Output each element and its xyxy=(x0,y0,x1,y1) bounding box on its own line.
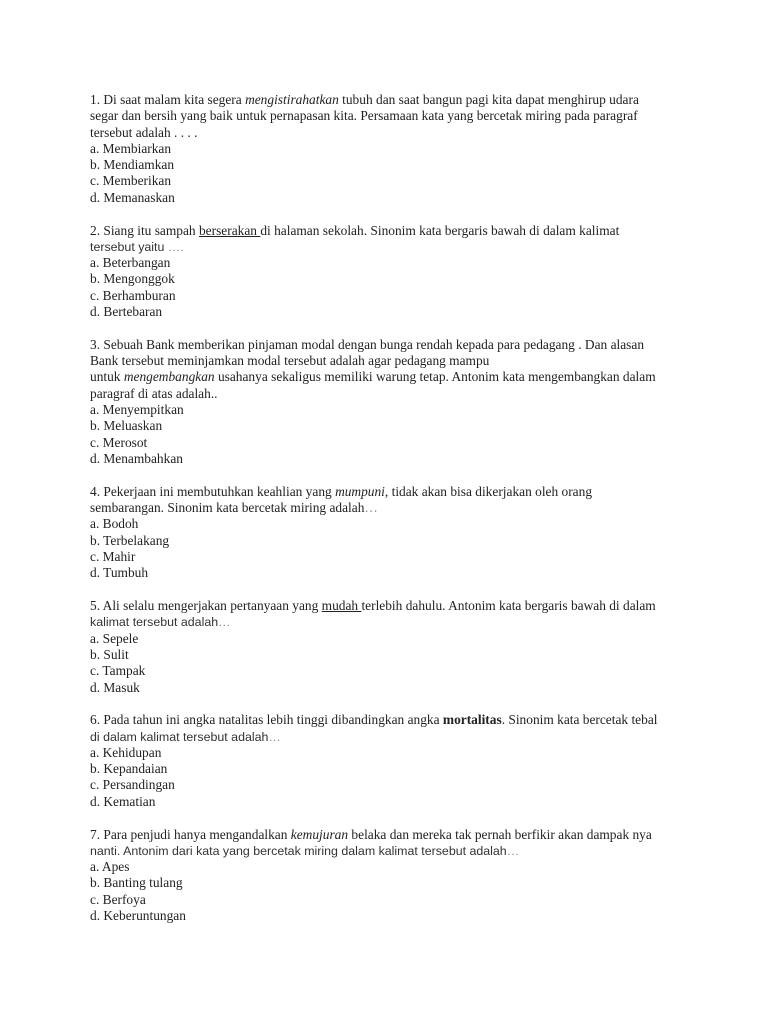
ellipsis: … xyxy=(268,729,281,744)
question-3 xyxy=(90,337,690,467)
answer-option: d. Tumbuh xyxy=(90,565,149,581)
answer-option: c. Berhamburan xyxy=(90,287,176,303)
answer-option: a. Membiarkan xyxy=(90,140,172,156)
answer-option: c. Tampak xyxy=(90,663,146,679)
text-segment: 1. Di saat malam kita segera xyxy=(90,92,246,107)
text-segment: nanti. Antonim dari kata yang bercetak miring dalam kalimat tersebut adalah xyxy=(90,843,507,858)
answer-option: c. Persandingan xyxy=(90,777,175,793)
question-text-line xyxy=(90,239,690,255)
ellipsis: … xyxy=(506,843,520,858)
question-text-line xyxy=(90,598,690,614)
answer-option: d. Kematian xyxy=(90,793,156,809)
question-4 xyxy=(90,484,690,582)
text-segment: belaka dan mereka tak pernah berfikir akan dampak nya xyxy=(348,826,652,842)
answer-option: b. Mendiamkan xyxy=(90,157,175,173)
question-6 xyxy=(90,712,690,810)
answer-option: d. Bertebaran xyxy=(90,304,163,320)
answer-option: a. Sepele xyxy=(90,630,139,646)
answer-option: d. Menambahkan xyxy=(90,450,183,466)
answer-option: b. Banting tulang xyxy=(90,875,183,891)
text-segment: kalimat tersebut adalah xyxy=(90,615,219,630)
question-text-line xyxy=(90,712,690,728)
underlined-term: berserakan xyxy=(198,222,261,238)
ellipsis: … xyxy=(218,615,231,630)
question-1 xyxy=(90,92,690,206)
answer-option: c. Memberikan xyxy=(90,173,172,189)
ellipsis: … xyxy=(364,500,378,516)
answer-option: a. Kehidupan xyxy=(90,744,162,760)
italic-term: mengistirahatkan xyxy=(245,92,339,107)
italic-term: kemujuran xyxy=(290,826,349,842)
text-segment: Bank tersebut meminjamkan modal tersebut adalah agar pedagang mampu xyxy=(90,353,490,369)
text-segment: terlebih dahulu. Antonim kata bergaris bawah di dalam xyxy=(361,598,656,614)
question-text-line xyxy=(90,386,690,402)
text-segment: 7. Para penjudi hanya mengandalkan xyxy=(90,826,291,842)
text-segment: . Sinonim kata bercetak tebal xyxy=(501,712,658,728)
question-text-line xyxy=(90,223,690,239)
text-segment: tubuh dan saat bangun pagi kita dapat menghirup udara xyxy=(338,92,639,107)
question-text-line xyxy=(90,729,690,745)
italic-term: mumpuni xyxy=(335,483,385,499)
ellipsis: …. xyxy=(167,239,184,254)
answer-option: a. Apes xyxy=(90,859,130,875)
question-5 xyxy=(90,598,690,696)
question-text-line xyxy=(90,484,690,500)
answer-option: b. Kepandaian xyxy=(90,761,168,777)
text-segment: di dalam kalimat tersebut adalah xyxy=(90,729,269,744)
question-text-line xyxy=(90,500,690,516)
question-text-line xyxy=(90,125,690,141)
answer-option: b. Terbelakang xyxy=(90,532,170,548)
answer-option: a. Bodoh xyxy=(90,516,139,532)
italic-term: mengembangkan xyxy=(123,369,215,385)
text-segment: 6. Pada tahun ini angka natalitas lebih tinggi dibandingkan angka xyxy=(90,712,443,728)
question-text-line xyxy=(90,827,690,843)
answer-option: d. Masuk xyxy=(90,679,140,695)
question-text-line xyxy=(90,614,690,630)
question-text-line xyxy=(90,843,690,859)
answer-option: c. Mahir xyxy=(90,548,136,564)
text-segment: 3. Sebuah Bank memberikan pinjaman modal dengan bunga rendah kepada para pedagang . Dan alasan xyxy=(90,336,645,352)
question-7 xyxy=(90,827,690,925)
answer-option: c. Merosot xyxy=(90,434,148,450)
question-text-line xyxy=(90,369,690,385)
text-segment: paragraf di atas adalah.. xyxy=(90,385,218,401)
bold-term: mortalitas xyxy=(442,712,502,728)
text-segment: , tidak akan bisa dikerjakan oleh orang xyxy=(384,483,593,499)
answer-option: a. Menyempitkan xyxy=(90,402,184,418)
quiz-document xyxy=(90,92,690,941)
text-segment: segar dan bersih yang baik untuk pernapasan kita. Persamaan kata yang bercetak miring pada paragraf xyxy=(90,108,638,124)
text-segment: untuk xyxy=(90,369,124,385)
text-segment: usahanya sekaligus memiliki warung tetap. Antonim kata mengembangkan dalam xyxy=(214,369,656,385)
answer-option: d. Keberuntungan xyxy=(90,908,186,924)
question-text-line xyxy=(90,337,690,353)
answer-option: b. Sulit xyxy=(90,646,129,662)
text-segment: sembarangan. Sinonim kata bercetak miring adalah xyxy=(90,500,365,516)
answer-option: d. Memanaskan xyxy=(90,189,175,205)
text-segment: 5. Ali selalu mengerjakan pertanyaan yang xyxy=(90,598,322,614)
question-text-line xyxy=(90,92,690,108)
question-2 xyxy=(90,223,690,321)
question-text-line xyxy=(90,108,690,124)
answer-option: c. Berfoya xyxy=(90,891,146,907)
text-segment: 2. Siang itu sampah xyxy=(90,222,199,238)
text-segment: tersebut adalah . . . . xyxy=(90,124,198,140)
text-segment: 4. Pekerjaan ini membutuhkan keahlian yang xyxy=(90,483,336,499)
question-text-line xyxy=(90,353,690,369)
underlined-term: mudah xyxy=(321,598,362,614)
text-segment: di halaman sekolah. Sinonim kata bergaris bawah di dalam kalimat xyxy=(260,222,620,238)
answer-option: b. Mengonggok xyxy=(90,271,175,287)
text-segment: tersebut yaitu xyxy=(90,239,168,254)
answer-option: a. Beterbangan xyxy=(90,255,171,271)
answer-option: b. Meluaskan xyxy=(90,418,163,434)
